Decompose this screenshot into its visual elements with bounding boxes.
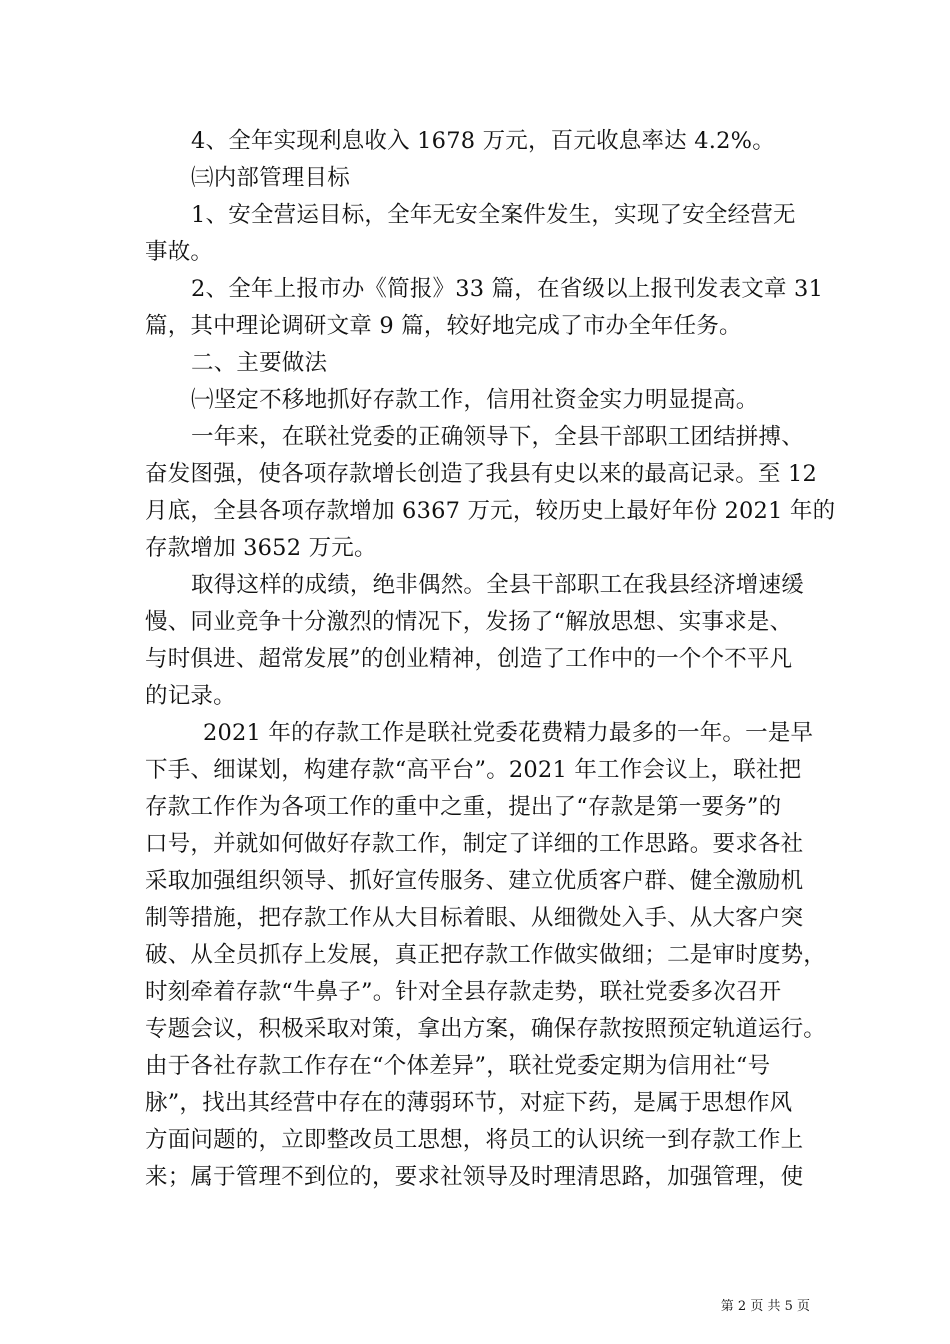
text-line: 一年来，在联社党委的正确领导下，全县干部职工团结拼搏、	[191, 424, 804, 450]
text-line: 存款增加 3652 万元。	[145, 535, 377, 561]
text-line: 1、安全营运目标，全年无安全案件发生，实现了安全经营无	[191, 202, 796, 228]
text-line: 取得这样的成绩，绝非偶然。全县干部职工在我县经济增速缓	[191, 572, 804, 598]
text-line: 口号，并就如何做好存款工作，制定了详细的工作思路。要求各社	[145, 831, 804, 857]
text-line: 存款工作作为各项工作的重中之重，提出了“存款是第一要务”的	[145, 794, 782, 820]
text-line: 与时俱进、超常发展”的创业精神，创造了工作中的一个个不平凡	[145, 646, 793, 672]
text-line: 4、全年实现利息收入 1678 万元，百元收息率达 4.2%。	[191, 128, 775, 154]
text-line: 慢、同业竞争十分激烈的情况下，发扬了“解放思想、实事求是、	[145, 609, 793, 635]
text-line: 采取加强组织领导、抓好宣传服务、建立优质客户群、健全激励机	[145, 868, 804, 894]
section-heading: ㈠坚定不移地抓好存款工作，信用社资金实力明显提高。	[191, 387, 759, 413]
text-line: 的记录。	[145, 683, 236, 709]
text-line: 篇，其中理论调研文章 9 篇，较好地完成了市办全年任务。	[145, 313, 742, 339]
text-line: 下手、细谋划，构建存款“高平台”。2021 年工作会议上，联社把	[145, 757, 802, 783]
text-line: 方面问题的，立即整改员工思想，将员工的认识统一到存款工作上	[145, 1127, 804, 1153]
text-line: 制等措施，把存款工作从大目标着眼、从细微处入手、从大客户突	[145, 905, 804, 931]
text-line: 事故。	[145, 239, 214, 265]
text-line: 2、全年上报市办《简报》33 篇，在省级以上报刊发表文章 31	[191, 276, 824, 302]
section-heading: 二、主要做法	[191, 350, 328, 376]
text-line: 2021 年的存款工作是联社党委花费精力最多的一年。一是早	[203, 720, 814, 746]
text-line: 月底，全县各项存款增加 6367 万元，较历史上最好年份 2021 年的	[145, 498, 836, 524]
text-line: 奋发图强，使各项存款增长创造了我县有史以来的最高记录。至 12	[145, 461, 817, 487]
section-heading: ㈢内部管理目标	[191, 165, 350, 191]
text-line: 由于各社存款工作存在“个体差异”，联社党委定期为信用社“号	[145, 1053, 771, 1079]
text-line: 破、从全员抓存上发展，真正把存款工作做实做细；二是审时度势，	[145, 942, 827, 968]
text-line: 时刻牵着存款“牛鼻子”。针对全县存款走势，联社党委多次召开	[145, 979, 782, 1005]
text-line: 来；属于管理不到位的，要求社领导及时理清思路，加强管理，使	[145, 1164, 804, 1190]
text-line: 脉”，找出其经营中存在的薄弱环节，对症下药，是属于思想作风	[145, 1090, 793, 1116]
text-line: 专题会议，积极采取对策，拿出方案，确保存款按照预定轨道运行。	[145, 1016, 827, 1042]
page-number-footer: 第 2 页 共 5 页	[720, 1299, 810, 1314]
